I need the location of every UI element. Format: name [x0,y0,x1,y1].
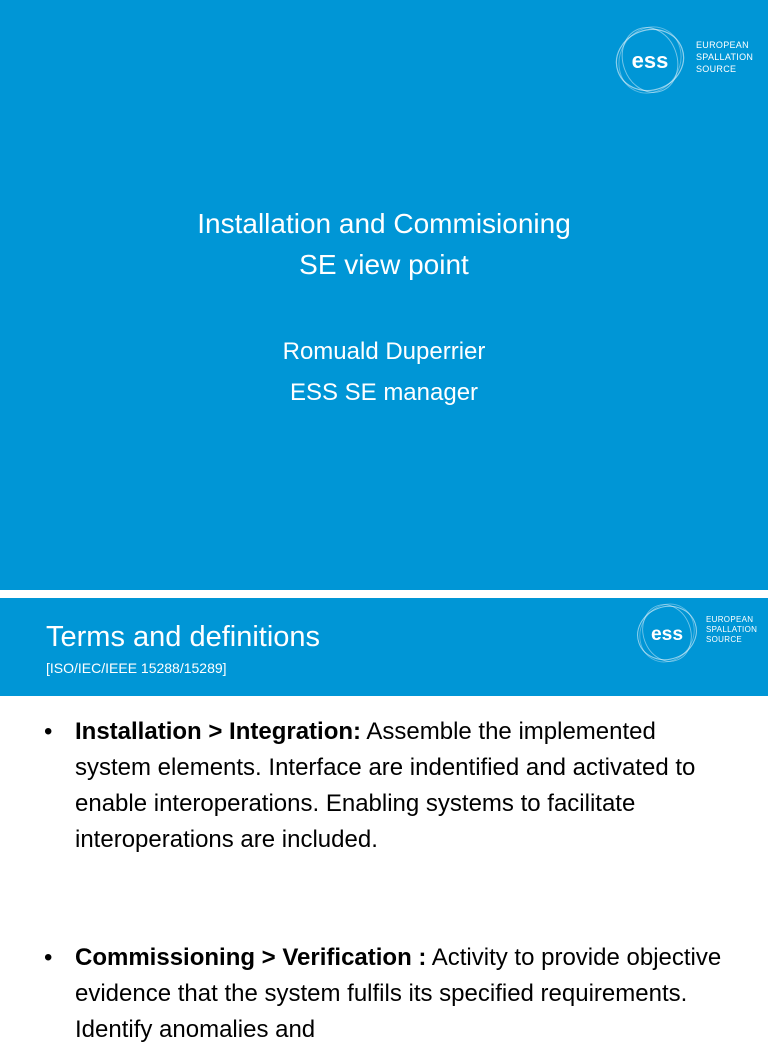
bullet-text [75,714,734,858]
logo-small-line-3: SOURCE [706,635,743,644]
ess-logo-small-icon [632,598,702,668]
logo-line-3: SOURCE [696,64,737,74]
bullet-dot: • [44,718,53,745]
bullet-item [44,714,734,858]
logo-small-mark-text: ess [650,624,684,645]
definitions-source: [ISO/IEC/IEEE 15288/15289] [46,660,227,676]
bullet-text [75,940,734,1048]
logo-small-wordmark [706,615,757,645]
ess-logo-icon [610,20,690,100]
logo-mark-text: ess [631,48,669,73]
logo-small-line-1: EUROPEAN [706,615,754,624]
bullet-definition: Assemble the implemented system elements. Interface are indentified and activated to enable interoperations. Enabling systems to facilitate interoperations are included. [75,718,696,853]
ess-logo [610,20,760,100]
logo-line-2: SPALLATION [696,52,754,62]
definitions-slide-header [0,598,768,696]
logo-small-line-2: SPALLATION [706,625,758,634]
definitions-body [0,696,768,1043]
bullet-term: Installation > Integration: [75,718,362,745]
author-name: Romuald Duperrier [282,338,486,365]
logo-wordmark [696,39,753,75]
title-line-1: Installation and Commisioning [197,208,571,239]
bullet-dot: • [44,944,53,971]
definitions-title: Terms and definitions [46,621,321,653]
bullet-item [44,940,734,1048]
bullet-definition: Activity to provide objective evidence that the system fulfils its specified requirements. Identify anomalies and [75,944,722,1043]
ess-logo-small [632,598,768,670]
author-role: ESS SE manager [289,379,479,406]
slide-title [0,203,768,285]
author-info [0,331,768,413]
title-line-2: SE view point [299,249,469,280]
bullet-term: Commissioning > Verification : [75,944,427,971]
logo-line-1: EUROPEAN [696,40,749,50]
